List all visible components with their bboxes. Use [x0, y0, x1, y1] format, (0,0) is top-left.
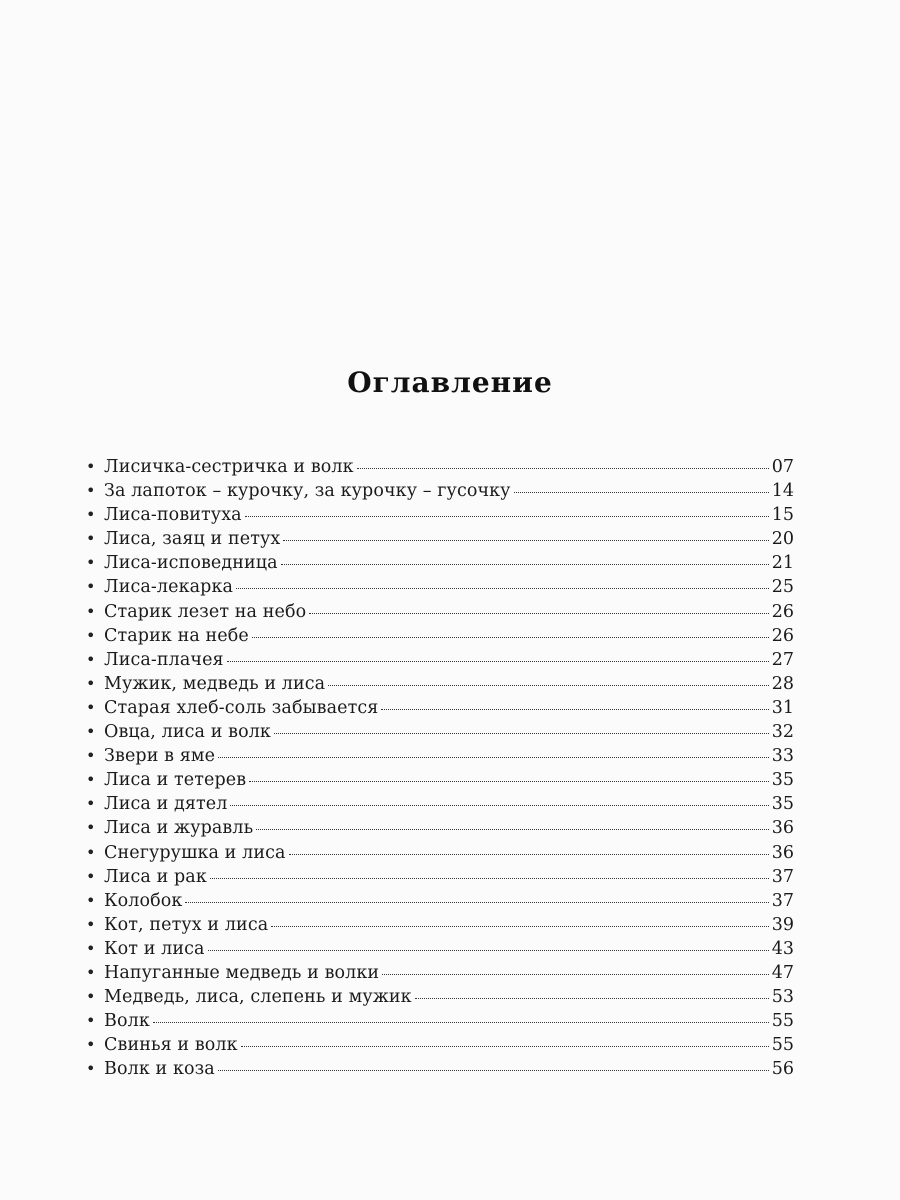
toc-entry-title: Медведь, лиса, слепень и мужик	[104, 987, 412, 1008]
toc-entry-title: Лиса-лекарка	[104, 577, 234, 598]
toc-entry-title: Свинья и волк	[104, 1035, 238, 1056]
toc-entry[interactable]	[86, 841, 794, 865]
toc-entry-title: Лиса-повитуха	[104, 505, 242, 526]
bullet-icon: •	[86, 1011, 96, 1031]
toc-entry-page-number: 21	[771, 553, 794, 574]
bullet-icon: •	[86, 457, 96, 476]
toc-entry-page-number: 43	[771, 938, 794, 959]
dot-leader	[415, 998, 769, 999]
toc-entry[interactable]	[86, 551, 794, 575]
dot-leader	[218, 1070, 769, 1071]
toc-entry-title: Старик лезет на небо	[104, 601, 307, 622]
toc-entry[interactable]	[86, 768, 794, 792]
bullet-icon: •	[86, 842, 96, 862]
dot-leader	[236, 588, 769, 589]
bullet-icon: •	[86, 625, 96, 645]
bullet-icon: •	[86, 914, 96, 934]
dot-leader	[230, 805, 768, 806]
toc-entry-page-number: 25	[771, 577, 794, 598]
toc-entry-page-number: 37	[771, 866, 794, 887]
toc-entry-page-number: 35	[771, 794, 794, 815]
toc-entry-title: Волк и коза	[104, 1059, 215, 1080]
toc-entry-page-number: 20	[771, 529, 794, 550]
toc-entry[interactable]	[86, 792, 794, 816]
toc-entry[interactable]	[86, 937, 794, 961]
bullet-icon: •	[86, 481, 96, 501]
bullet-icon: •	[86, 962, 96, 982]
toc-entry[interactable]	[86, 455, 794, 479]
dot-leader	[153, 1022, 769, 1023]
toc-entry-page-number: 47	[771, 962, 794, 983]
toc-entry[interactable]	[86, 696, 794, 720]
toc-entry-page-number: 07	[771, 457, 794, 477]
toc-entry[interactable]	[86, 624, 794, 648]
toc-entry[interactable]	[86, 575, 794, 599]
toc-entry-page-number: 56	[771, 1059, 794, 1080]
dot-leader	[381, 709, 768, 710]
dot-leader	[208, 950, 769, 951]
toc-entry-title: Колобок	[104, 890, 183, 911]
toc-entry-title: Волк	[104, 1011, 150, 1032]
dot-leader	[245, 516, 769, 517]
toc-entry-title: За лапоток – курочку, за курочку – гусочку	[104, 481, 511, 502]
toc-entry[interactable]	[86, 503, 794, 527]
dot-leader	[241, 1046, 769, 1047]
toc-entry-page-number: 28	[771, 673, 794, 694]
bullet-icon: •	[86, 697, 96, 717]
toc-entry-page-number: 55	[771, 1011, 794, 1032]
toc-entry[interactable]	[86, 720, 794, 744]
toc-entry-page-number: 53	[771, 987, 794, 1008]
dot-leader	[185, 902, 768, 903]
toc-entry-page-number: 14	[771, 481, 794, 502]
toc-entry-title: Снегурушка и лиса	[104, 842, 286, 863]
bullet-icon: •	[86, 601, 96, 621]
toc-entry[interactable]	[86, 889, 794, 913]
toc-entry-title: Лиса и рак	[104, 866, 207, 887]
bullet-icon: •	[86, 938, 96, 958]
dot-leader	[283, 540, 768, 541]
bullet-icon: •	[86, 866, 96, 886]
dot-leader	[309, 613, 768, 614]
toc-entry-page-number: 36	[771, 842, 794, 863]
bullet-icon: •	[86, 553, 96, 573]
dot-leader	[274, 733, 769, 734]
bullet-icon: •	[86, 1059, 96, 1079]
toc-entry-title: Лиса, заяц и петух	[104, 529, 281, 550]
toc-entry[interactable]	[86, 479, 794, 503]
toc-entry-page-number: 15	[771, 505, 794, 526]
table-of-contents	[86, 455, 794, 1081]
dot-leader	[281, 564, 769, 565]
bullet-icon: •	[86, 770, 96, 790]
toc-entry-title: Лиса-исповедница	[104, 553, 278, 574]
toc-entry[interactable]	[86, 985, 794, 1009]
dot-leader	[357, 468, 769, 469]
toc-entry[interactable]	[86, 1009, 794, 1033]
dot-leader	[256, 829, 769, 830]
toc-entry-page-number: 33	[771, 746, 794, 767]
toc-entry-page-number: 39	[771, 914, 794, 935]
toc-entry-page-number: 37	[771, 890, 794, 911]
toc-entry-title: Звери в яме	[104, 746, 216, 767]
bullet-icon: •	[86, 746, 96, 766]
toc-entry-page-number: 27	[771, 649, 794, 670]
dot-leader	[218, 757, 769, 758]
toc-entry[interactable]	[86, 1033, 794, 1057]
bullet-icon: •	[86, 673, 96, 693]
bullet-icon: •	[86, 577, 96, 597]
toc-entry-title: Напуганные медведь и волки	[104, 962, 380, 983]
toc-entry[interactable]	[86, 816, 794, 840]
toc-entry[interactable]	[86, 672, 794, 696]
bullet-icon: •	[86, 987, 96, 1007]
bullet-icon: •	[86, 1035, 96, 1055]
bullet-icon: •	[86, 794, 96, 814]
toc-entry-title: Мужик, медведь и лиса	[104, 673, 326, 694]
toc-entry-page-number: 35	[771, 770, 794, 791]
toc-entry-title: Лиса и тетерев	[104, 770, 247, 791]
bullet-icon: •	[86, 649, 96, 669]
bullet-icon: •	[86, 818, 96, 838]
dot-leader	[514, 492, 769, 493]
toc-entry-title: Лисичка-сестричка и волк	[104, 457, 354, 477]
toc-entry-title: Лиса-плачея	[104, 649, 224, 670]
bullet-icon: •	[86, 722, 96, 742]
bullet-icon: •	[86, 890, 96, 910]
toc-entry-title: Кот и лиса	[104, 938, 205, 959]
toc-entry-title: Кот, петух и лиса	[104, 914, 269, 935]
dot-leader	[289, 854, 769, 855]
toc-entry-title: Старик на небе	[104, 625, 249, 646]
toc-entry[interactable]	[86, 600, 794, 624]
toc-entry[interactable]	[86, 527, 794, 551]
toc-entry-page-number: 26	[771, 625, 794, 646]
toc-entry-title: Овца, лиса и волк	[104, 722, 271, 743]
toc-entry[interactable]	[86, 744, 794, 768]
toc-entry[interactable]	[86, 865, 794, 889]
page-title: Оглавление	[347, 366, 553, 399]
toc-entry-page-number: 55	[771, 1035, 794, 1056]
dot-leader	[382, 974, 769, 975]
dot-leader	[252, 637, 769, 638]
toc-entry[interactable]	[86, 961, 794, 985]
dot-leader	[271, 926, 768, 927]
dot-leader	[210, 878, 769, 879]
toc-entry-page-number: 31	[771, 697, 794, 718]
dot-leader	[227, 661, 769, 662]
toc-entry-page-number: 36	[771, 818, 794, 839]
toc-entry-page-number: 26	[771, 601, 794, 622]
bullet-icon: •	[86, 529, 96, 549]
toc-entry-title: Лиса и дятел	[104, 794, 228, 815]
toc-entry-page-number: 32	[771, 722, 794, 743]
toc-entry-title: Старая хлеб-соль забывается	[104, 697, 379, 718]
toc-entry[interactable]	[86, 913, 794, 937]
toc-entry[interactable]	[86, 1057, 794, 1081]
bullet-icon: •	[86, 505, 96, 525]
dot-leader	[249, 781, 769, 782]
toc-entry-title: Лиса и журавль	[104, 818, 254, 839]
toc-entry[interactable]	[86, 648, 794, 672]
dot-leader	[328, 685, 769, 686]
